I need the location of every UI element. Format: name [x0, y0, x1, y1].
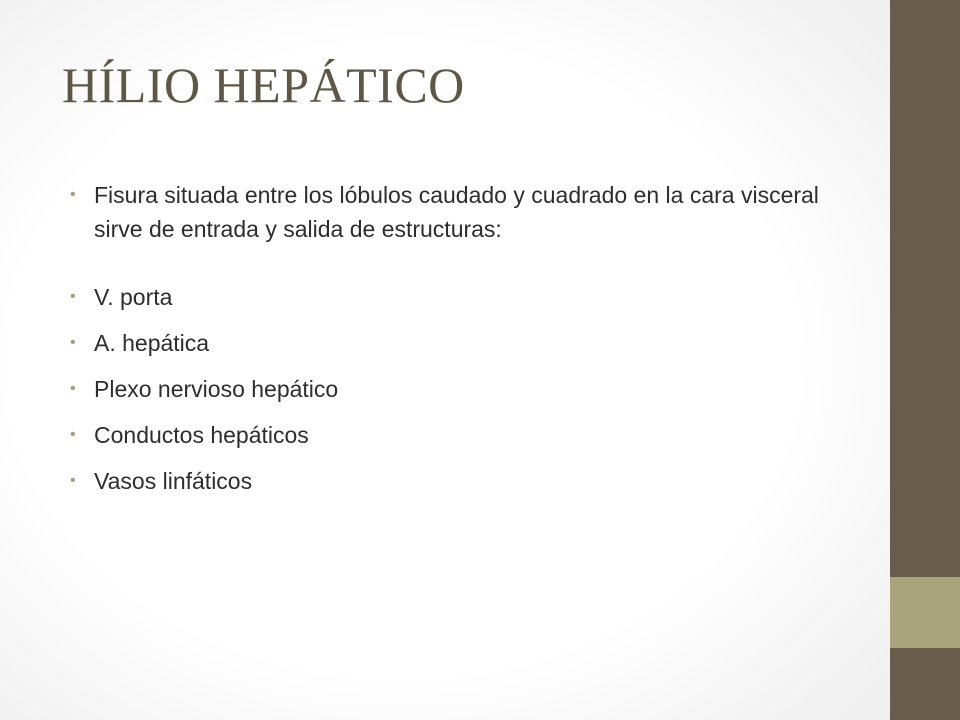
bullet-icon: •	[70, 186, 76, 203]
bullet-text: A. hepática	[94, 330, 210, 356]
bullet-text: Plexo nervioso hepático	[94, 376, 339, 402]
bullet-item	[70, 178, 860, 246]
bullet-item	[70, 372, 860, 406]
bullet-item	[70, 280, 860, 314]
bullet-icon: •	[70, 380, 76, 397]
bullet-icon: •	[70, 426, 76, 443]
bullet-text: V. porta	[94, 284, 173, 310]
bullet-text: Vasos linfáticos	[94, 468, 253, 494]
bullet-text: Conductos hepáticos	[94, 422, 309, 448]
bullet-icon: •	[70, 334, 76, 351]
bullet-text: Fisura situada entre los lóbulos caudado y cuadrado en la cara visceral sirve de entrada y salida de estructuras:	[94, 182, 819, 242]
bullet-icon: •	[70, 288, 76, 305]
bullet-item	[70, 326, 860, 360]
bullet-icon: •	[70, 472, 76, 489]
bullet-item	[70, 464, 860, 498]
slide-title: HÍLIO HEPÁTICO	[62, 57, 465, 113]
bullet-list	[70, 178, 860, 510]
side-accent-block	[890, 577, 960, 648]
bullet-item	[70, 418, 860, 452]
